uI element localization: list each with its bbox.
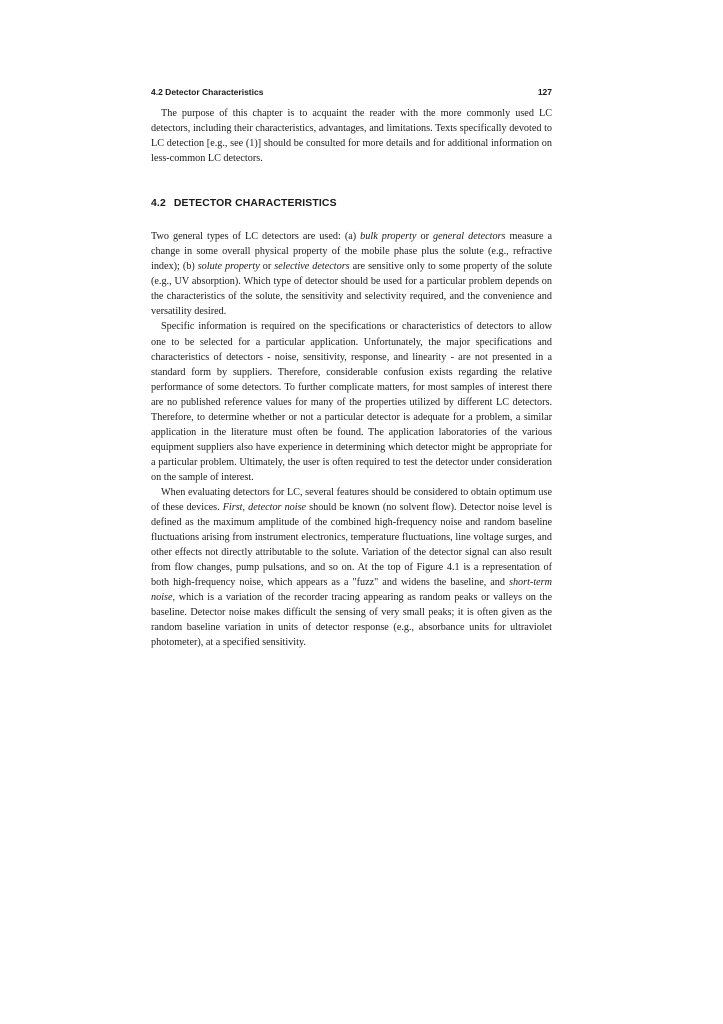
- p1-text-2: or: [416, 231, 433, 243]
- p3-term-short-term-noise: short-term noise,: [151, 577, 552, 604]
- p1-text-3: measure a change in some overall physical property of the mobile phase plus the solute (e.g., refractive index); (b): [151, 231, 553, 273]
- section-heading: [151, 197, 552, 210]
- running-header: [151, 86, 552, 98]
- section-title: DETECTOR CHARACTERISTICS: [173, 198, 337, 210]
- book-page: [151, 86, 552, 651]
- intro-paragraph: The purpose of this chapter is to acquaint the reader with the more commonly used LC detectors, including their characteristics, advantages, and limitations. Texts specifically devoted to LC detection [e.g., see (1)] should be consulted for more details and for additional information on less-common LC detectors.: [151, 108, 552, 165]
- p1-text-1: Two general types of LC detectors are used: (a): [151, 231, 361, 243]
- p1-term-bulk-property: bulk property: [360, 231, 417, 243]
- p3-text-1: When evaluating detectors for LC, several features should be considered to obtain optimum use of these devices.: [151, 486, 552, 514]
- p3-text-2: should be known (no solvent flow). Detector noise level is defined as the maximum amplitude of the combined high-frequency noise and random baseline fluctuations arising from instrument electronics, temperature fluctuations, line voltage surges, and other effects not directly attributable to the solute. Variation of the detector signal can also result from flow changes, pump pulsations, and so on. At the top of Figure 4.1 is a representation of both high-frequency noise, which appears as a "fuzz" and widens the baseline, and: [151, 502, 552, 589]
- p1-text-4: or: [259, 261, 275, 273]
- p3-text-3: which is a variation of the recorder tracing appearing as random peaks or valleys on the baseline. Detector noise makes difficult the sensing of very small peaks; it is often given as the random baseline variation in units of detector response (e.g., absorbance units for ultraviolet photometer), at a specified sensitivity.: [151, 592, 552, 649]
- intro-block: [151, 106, 552, 166]
- p1-term-selective-detectors: selective detectors: [274, 261, 350, 273]
- section-number: 4.2: [151, 198, 166, 210]
- body-paragraph-2: Specific information is required on the specifications or characteristics of detectors to allow one to be selected for a particular application. Unfortunately, the major specifications and characteristics of detectors - noise, sensitivity, response, and linearity - are not presented in a standard form by suppliers. Therefore, considerable confusion exists regarding the relative performance of some detectors. To further complicate matters, for most samples of interest there are no published reference values for many of the properties utilized by different LC detectors. Therefore, to determine whether or not a particular detector is adequate for a problem, a similar application in the literature must often be found. The application laboratories of the various equipment suppliers also have experience in determining which detector might be appropriate for a particular problem. Ultimately, the user is often required to test the detector under consideration on the sample of interest.: [151, 321, 552, 483]
- body-paragraph-3: [151, 485, 552, 651]
- page-number: 127: [537, 87, 552, 97]
- p1-term-general-detectors: general detectors: [433, 231, 506, 243]
- p1-term-solute-property: solute property: [197, 261, 260, 273]
- body-paragraph-1: [151, 229, 552, 319]
- header-section-title: 4.2 Detector Characteristics: [151, 87, 264, 97]
- p3-term-detector-noise: First, detector noise: [222, 502, 307, 514]
- p1-text-5: are sensitive only to some property of the solute (e.g., UV absorption). Which type of detector should be used for a particular problem depends on the characteristics of the solute, the sensitivity and selectivity required, and the convenience and versatility desired.: [151, 261, 552, 318]
